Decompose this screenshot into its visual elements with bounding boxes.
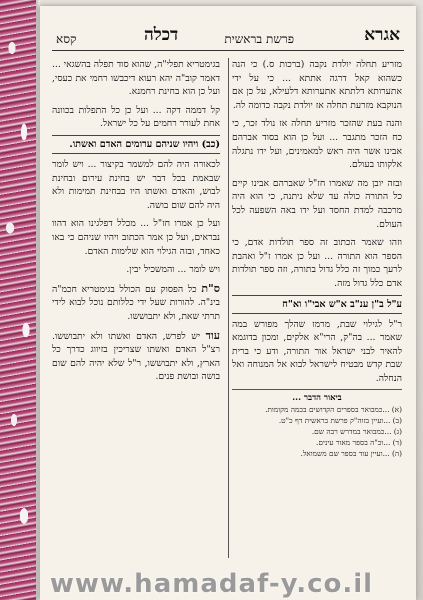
paragraph: ועל כן אמרו חז"ל ... מכלל דפלגינו הוא דהוו נבראים, ועל כן אמר הכתוב ויהיו שניהם כי באו כאחד, ובזה הגילוי הוא שלימות האדם. [52,218,220,257]
paragraph-text: כל הפסוק עם הכולל בגימטריא חכמ"ה בינ"ה. להורות שעל ידי כללותם נוכל לבוא לידי תרתי שאת, ולא יתבוששו. [52,283,220,322]
header-parasha: פרשת בראשית [224,32,294,46]
paragraph: קל דממה דקה ... ועל כן כל התפלות בכוונה אחת לעורר רחמים על כל ישראל. [52,104,220,130]
column-divider [228,58,229,558]
footnote: (ב) ...ועיין בזוה"ק פרשת בראשית דף כ"ט. [278,416,402,426]
paragraph: בגימטריא תפלי"ה, שהוא סוד תפלה בהשגאי ... דאמר קוב"ה יהא רעוא דיכבשו רחמי את כעסי, ועל כן הוא בחינת רחמנא. [52,59,220,98]
footnote: (ד) ...וכ"ה בספר מאור עינים. [316,438,402,448]
book-page [40,6,416,600]
right-column [232,58,402,459]
paragraph-text: יש לפרש, האדם ואשתו ולא יתבוששו. רצ"ל האדם ואשתו שצריכין בזיווג כדרך כל הארץ, ולא יתבוששו, ר"ל שלא יהיה להם שום בושה ובושת פנים. [52,330,220,383]
marbled-page-edge [0,0,40,600]
header-title-right: אגרא [364,25,400,45]
footnote: (ה) ...ועיין עוד בספר שם משמואל. [300,449,402,459]
lead-word: ס"ת [201,281,221,295]
footnote: (ג) ...כמבואר במדרש רבה שם. [311,427,402,437]
paragraph: וזהו שאמר הכתוב זה ספר תולדות אדם, כי הספר הוא התורה ... ועל כן אמרו ז"ל ואהבת לרעך כמוך זה כלל גדול בתורה, וזה ספר תולדות אדם כלל גדול מזה. [232,237,402,289]
paragraph [52,329,220,384]
website-watermark: www.hamadaf-y.co.il [49,569,374,599]
verse-heading: (כב) ויהיו שניהם ערומים האדם ואשתו. [52,135,220,154]
lead-word: עוד [205,328,220,342]
section-heading: ע"ל ב"ן ענ"ב א"ש אבי"ו וא"ח [232,295,402,314]
header-title-left: דכלה [144,25,179,45]
page-header [52,24,404,51]
paragraph: לכאורה היה להם למשמר בקיצור ... ויש לומר שבאמת בכל דבר יש בחינת עירום ובחינת לבוש, והאדם ואשתו היו בבחינת תמימות ולא היה להם שום בושה. [52,158,220,211]
paragraph: מזריע תחלה יולדת נקבה (ברכות ס.) כי הנה כשהוא קאל דרגה אתתא ... כי על ידי אתערותא דלתתא אתערותא דלעילא, על כן אם הנוקבא מזרעת תחלה אז יולדת נקבה כדומה לה. [232,59,402,111]
paragraph: ר"ל לגילוי שבת, מרמז שהלך מפורש במה שאמר ... בה"ק, הרי"א אלקים, ומכון בדוגמא להאיר לבני ישראל אור התורה, ודע כי ברית שבת קדש מבטיח לישראל לבוא אל המנוחה ואל הנחלה. [232,318,402,384]
paragraph: והנה בעת שהזכר מזריע תחלה אז נולד זכר, כי כח הזכר מתגבר ... ועל כן הוא בסוד אברהם אבינו אשר היה ראש למאמינים, ועל ידו נתגלה אלקותו בעולם. [232,118,402,171]
notes-heading: ביאור הדבר ... [232,389,402,402]
left-column [52,58,220,384]
footnote: (א) ...כמבואר בספרים הקדושים בכמה מקומות. [265,405,402,415]
page-number: קסא [56,32,77,46]
paragraph: ויש לומר ... והמשכיל יבין. [126,264,220,276]
paragraph [52,282,220,324]
paragraph: ובזה יובן מה שאמרו חז"ל שאברהם אבינו קיים כל התורה כולה עד שלא ניתנה, כי הוא היה מרכבה למדת החסד ועל ידו באה השפעה לכל העולם. [232,177,402,230]
